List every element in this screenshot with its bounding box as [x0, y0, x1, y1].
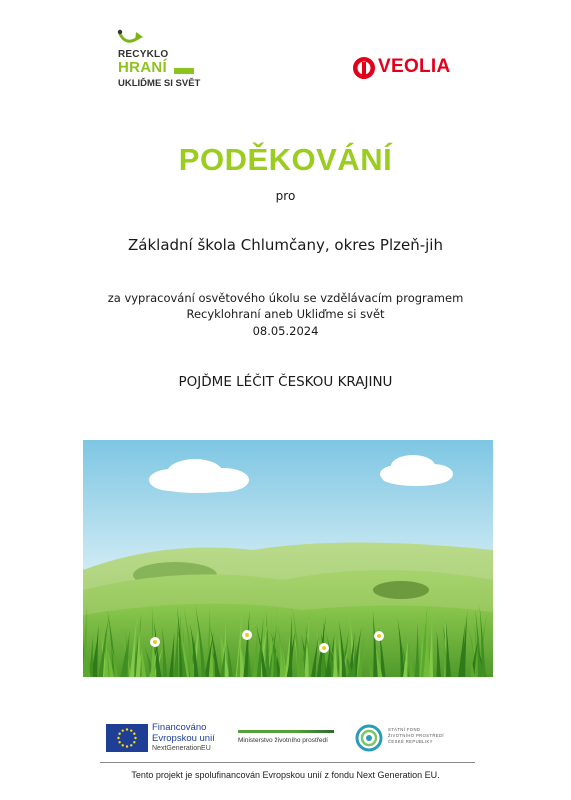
- certificate-title: PODĚKOVÁNÍ: [178, 142, 393, 177]
- eu-funding-text: [152, 723, 215, 755]
- footer-divider: [100, 762, 475, 763]
- eu-star: [133, 733, 135, 735]
- eu-star: [118, 733, 120, 735]
- sfzp-logo-icon: [354, 723, 384, 753]
- ministry-name: Ministerstvo životního prostředí: [238, 737, 328, 744]
- eu-line-3: NextGenerationEU: [152, 745, 211, 752]
- eu-star: [130, 729, 132, 731]
- veolia-logo: [352, 54, 472, 84]
- eu-star: [118, 741, 120, 743]
- for-word: pro: [275, 189, 296, 203]
- eu-star: [130, 744, 132, 746]
- sfzp-line-3: ČESKÉ REPUBLIKY: [388, 739, 433, 745]
- eu-star: [126, 728, 128, 730]
- sfzp-line-1: STÁTNÍ FOND: [388, 727, 421, 732]
- eu-line-2: Evropskou unií: [152, 732, 215, 744]
- bush-right: [373, 581, 429, 599]
- logo-line-recyklo: RECYKLO: [118, 49, 169, 60]
- recyklohrani-logo: [112, 28, 212, 92]
- ministry-logo-bar: [238, 730, 334, 733]
- eu-flag-icon: [106, 724, 148, 752]
- eu-star: [134, 737, 136, 739]
- footer-note: Tento projekt je spolufinancován Evropskou unií z fondu Next Generation EU.: [131, 770, 440, 780]
- veolia-emblem-icon: [352, 54, 376, 82]
- ministry-logo: [238, 730, 334, 744]
- recipient-name: Základní škola Chlumčany, okres Plzeň-jih: [128, 236, 443, 254]
- eu-star: [122, 729, 124, 731]
- certificate-date: 08.05.2024: [252, 324, 319, 338]
- reason-line-1: za vypracování osvětového úkolu se vzdělávacím programem: [107, 291, 464, 305]
- reason-line-2: Recyklohraní aneb Ukliďme si svět: [186, 307, 385, 321]
- eu-line-1: Financováno: [152, 722, 207, 733]
- sfzp-line-2: ŽIVOTNÍHO PROSTŘEDÍ: [388, 733, 444, 739]
- eu-star: [133, 741, 135, 743]
- logo-badge: [174, 68, 194, 74]
- recycle-arrow-icon: [116, 28, 146, 48]
- eu-stars-icon: [106, 724, 148, 752]
- eu-star: [126, 745, 128, 747]
- landscape-illustration: [83, 440, 493, 677]
- veolia-wordmark: VEOLIA: [378, 56, 451, 77]
- logo-line-uklidme: UKLIĎME SI SVĚT: [118, 78, 201, 89]
- task-title: POJĎME LÉČIT ČESKOU KRAJINU: [178, 374, 393, 390]
- eu-star: [122, 744, 124, 746]
- eu-star: [117, 737, 119, 739]
- sfzp-text: [388, 727, 444, 746]
- logo-line-hrani: HRANÍ: [118, 59, 167, 76]
